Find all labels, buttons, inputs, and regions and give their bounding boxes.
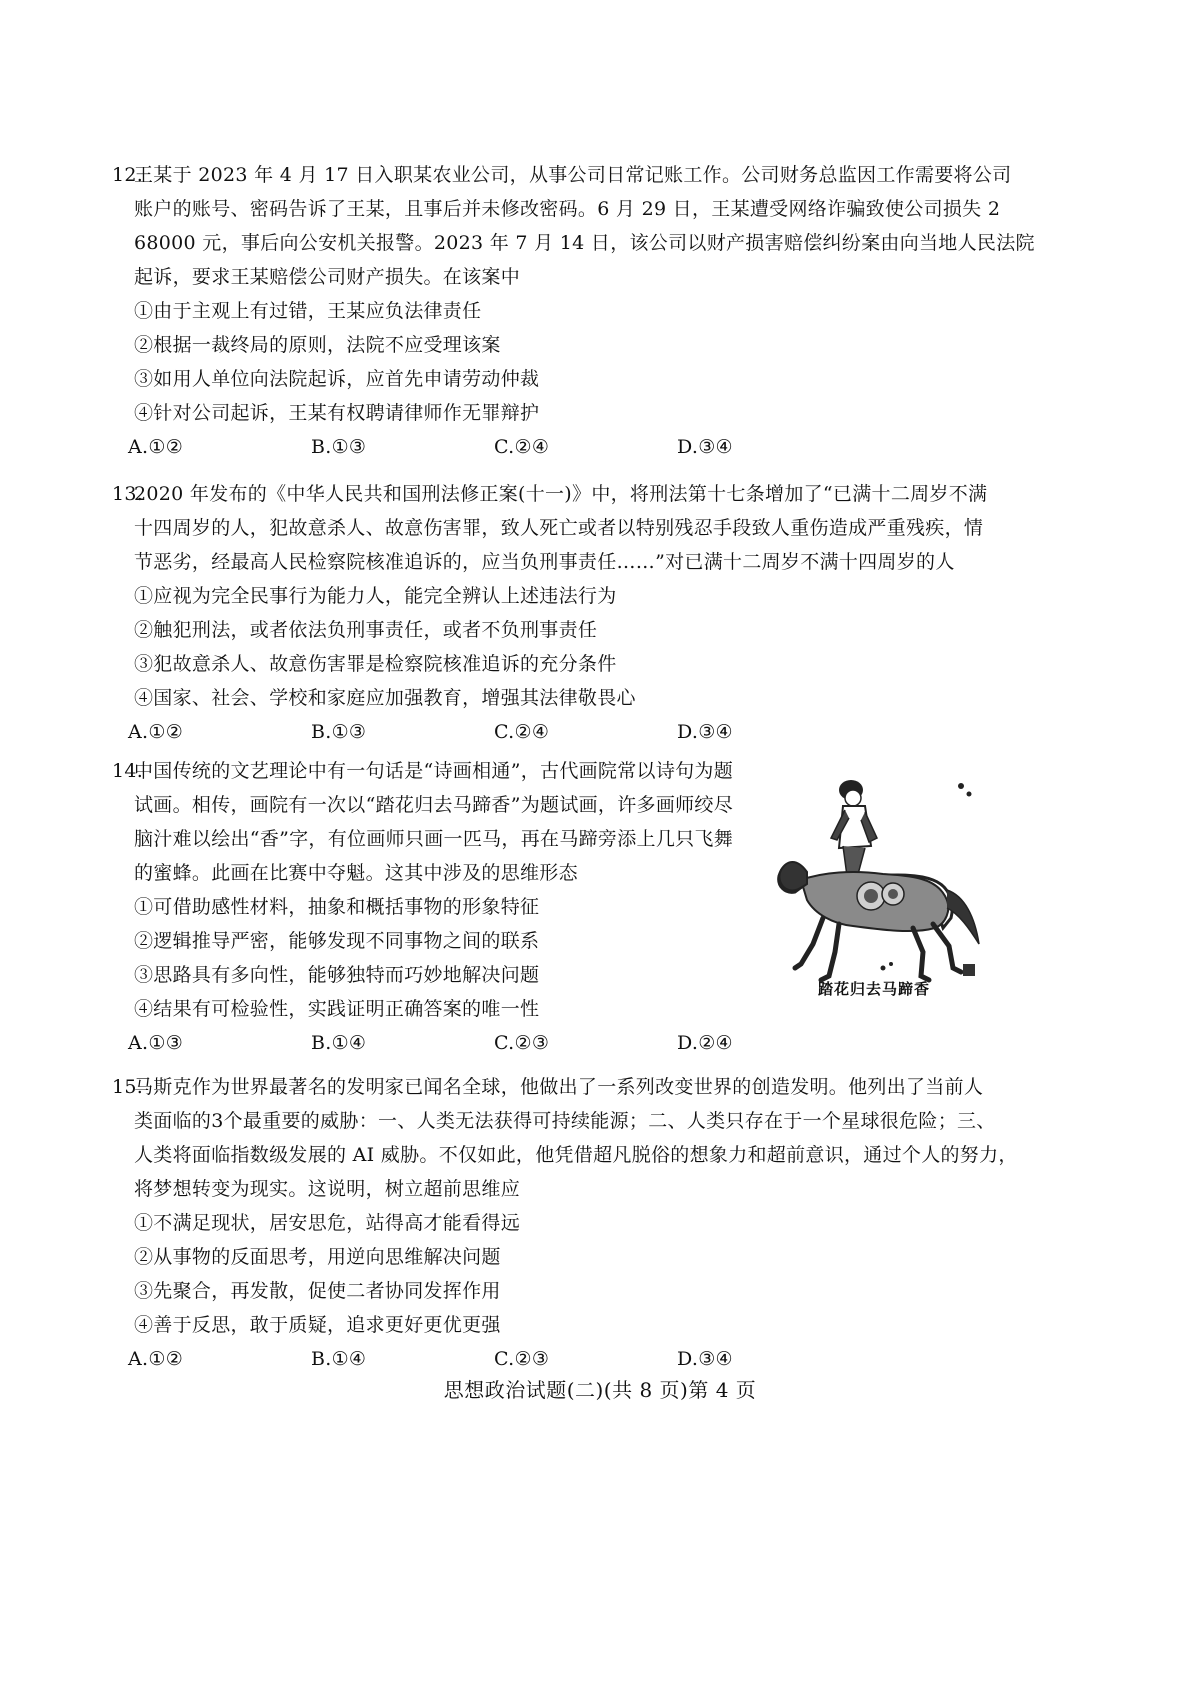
question-14 <box>112 754 802 1060</box>
question-number: 15. <box>112 1076 144 1098</box>
statement-3: ③犯故意杀人、故意伤害罪是检察院核准追诉的充分条件 <box>134 653 617 675</box>
stem-line: 中国传统的文艺理论中有一句话是“诗画相通”，古代画院常以诗句为题 <box>134 760 734 782</box>
stem-line: 将梦想转变为现实。这说明，树立超前思维应 <box>134 1178 521 1200</box>
option-b[interactable]: B.①③ <box>311 721 367 743</box>
option-d[interactable]: D.③④ <box>677 721 733 743</box>
question-number: 13. <box>112 483 144 505</box>
stem-line: 类面临的3个最重要的威胁：一、人类无法获得可持续能源；二、人类只存在于一个星球很危险；三、 <box>134 1110 996 1132</box>
question-stem <box>112 1070 1072 1206</box>
question-stem <box>112 158 1072 294</box>
option-c[interactable]: C.②③ <box>494 1032 550 1054</box>
option-c[interactable]: C.②④ <box>494 721 550 743</box>
statement-2: ②触犯刑法，或者依法负刑事责任，或者不负刑事责任 <box>134 619 598 641</box>
question-12 <box>112 158 1072 464</box>
stem-line: 试画。相传，画院有一次以“踏花归去马蹄香”为题试画，许多画师绞尽 <box>134 794 734 816</box>
stem-line: 脑汁难以绘出“香”字，有位画师只画一匹马，再在马蹄旁添上几只飞舞 <box>134 828 734 850</box>
stem-line: 马斯克作为世界最著名的发明家已闻名全球，他做出了一系列改变世界的创造发明。他列出了当前人 <box>134 1076 984 1098</box>
option-d[interactable]: D.③④ <box>677 1348 733 1370</box>
question-stem <box>112 754 802 890</box>
stem-line: 2020 年发布的《中华人民共和国刑法修正案(十一)》中，将刑法第十七条增加了“已满十二周岁不满 <box>134 483 988 505</box>
option-a[interactable]: A.①③ <box>128 1032 184 1054</box>
statement-4: ④国家、社会、学校和家庭应加强教育，增强其法律敬畏心 <box>134 687 636 709</box>
horse-rider-illustration <box>773 768 983 998</box>
stem-line: 68000 元，事后向公安机关报警。2023 年 7 月 14 日，该公司以财产损害赔偿纠纷案由向当地人民法院 <box>134 232 1035 254</box>
statement-2: ②从事物的反面思考，用逆向思维解决问题 <box>134 1246 501 1268</box>
answer-options <box>128 430 1072 464</box>
statement-2: ②根据一裁终局的原则，法院不应受理该案 <box>134 334 501 356</box>
option-d[interactable]: D.②④ <box>677 1032 733 1054</box>
question-stem <box>112 477 1072 579</box>
stem-line: 起诉，要求王某赔偿公司财产损失。在该案中 <box>134 266 521 288</box>
stem-line: 账户的账号、密码告诉了王某，且事后并未修改密码。6 月 29 日，王某遭受网络诈骗致使公司损失 2 <box>134 198 1001 220</box>
option-c[interactable]: C.②④ <box>494 436 550 458</box>
statement-1: ①应视为完全民事行为能力人，能完全辨认上述违法行为 <box>134 585 617 607</box>
statement-3: ③如用人单位向法院起诉，应首先申请劳动仲裁 <box>134 368 540 390</box>
stem-line: 的蜜蜂。此画在比赛中夺魁。这其中涉及的思维形态 <box>134 862 578 884</box>
option-c[interactable]: C.②③ <box>494 1348 550 1370</box>
answer-options <box>128 1026 1088 1060</box>
option-b[interactable]: B.①④ <box>311 1032 367 1054</box>
stem-line: 王某于 2023 年 4 月 17 日入职某农业公司，从事公司日常记账工作。公司财务总监因工作需要将公司 <box>134 164 1012 186</box>
question-number: 14. <box>112 760 144 782</box>
question-15 <box>112 1070 1072 1376</box>
statement-1: ①可借助感性材料，抽象和概括事物的形象特征 <box>134 896 540 918</box>
option-d[interactable]: D.③④ <box>677 436 733 458</box>
question-number: 12. <box>112 164 144 186</box>
option-a[interactable]: A.①② <box>128 436 184 458</box>
statement-4: ④结果有可检验性，实践证明正确答案的唯一性 <box>134 998 540 1020</box>
option-b[interactable]: B.①③ <box>311 436 367 458</box>
statement-3: ③先聚合，再发散，促使二者协同发挥作用 <box>134 1280 501 1302</box>
page-footer: 思想政治试题(二)(共 8 页)第 4 页 <box>443 1378 757 1402</box>
statement-4: ④善于反思，敢于质疑，追求更好更优更强 <box>134 1314 501 1336</box>
statement-2: ②逻辑推导严密，能够发现不同事物之间的联系 <box>134 930 540 952</box>
statement-1: ①由于主观上有过错，王某应负法律责任 <box>134 300 482 322</box>
statement-4: ④针对公司起诉，王某有权聘请律师作无罪辩护 <box>134 402 540 424</box>
option-b[interactable]: B.①④ <box>311 1348 367 1370</box>
option-a[interactable]: A.①② <box>128 1348 184 1370</box>
stem-line: 人类将面临指数级发展的 AI 威胁。不仅如此，他凭借超凡脱俗的想象力和超前意识，通过个人的努力， <box>134 1144 1018 1166</box>
statement-3: ③思路具有多向性，能够独特而巧妙地解决问题 <box>134 964 540 986</box>
question-13 <box>112 477 1072 749</box>
illustration-caption: 踏花归去马蹄香 <box>818 980 931 998</box>
statement-1: ①不满足现状，居安思危，站得高才能看得远 <box>134 1212 521 1234</box>
answer-options <box>128 1342 1072 1376</box>
stem-line: 节恶劣，经最高人民检察院核准追诉的，应当负刑事责任……”对已满十二周岁不满十四周岁的人 <box>134 551 955 573</box>
option-a[interactable]: A.①② <box>128 721 184 743</box>
stem-line: 十四周岁的人，犯故意杀人、故意伤害罪，致人死亡或者以特别残忍手段致人重伤造成严重残疾，情 <box>134 517 984 539</box>
answer-options <box>128 715 1072 749</box>
